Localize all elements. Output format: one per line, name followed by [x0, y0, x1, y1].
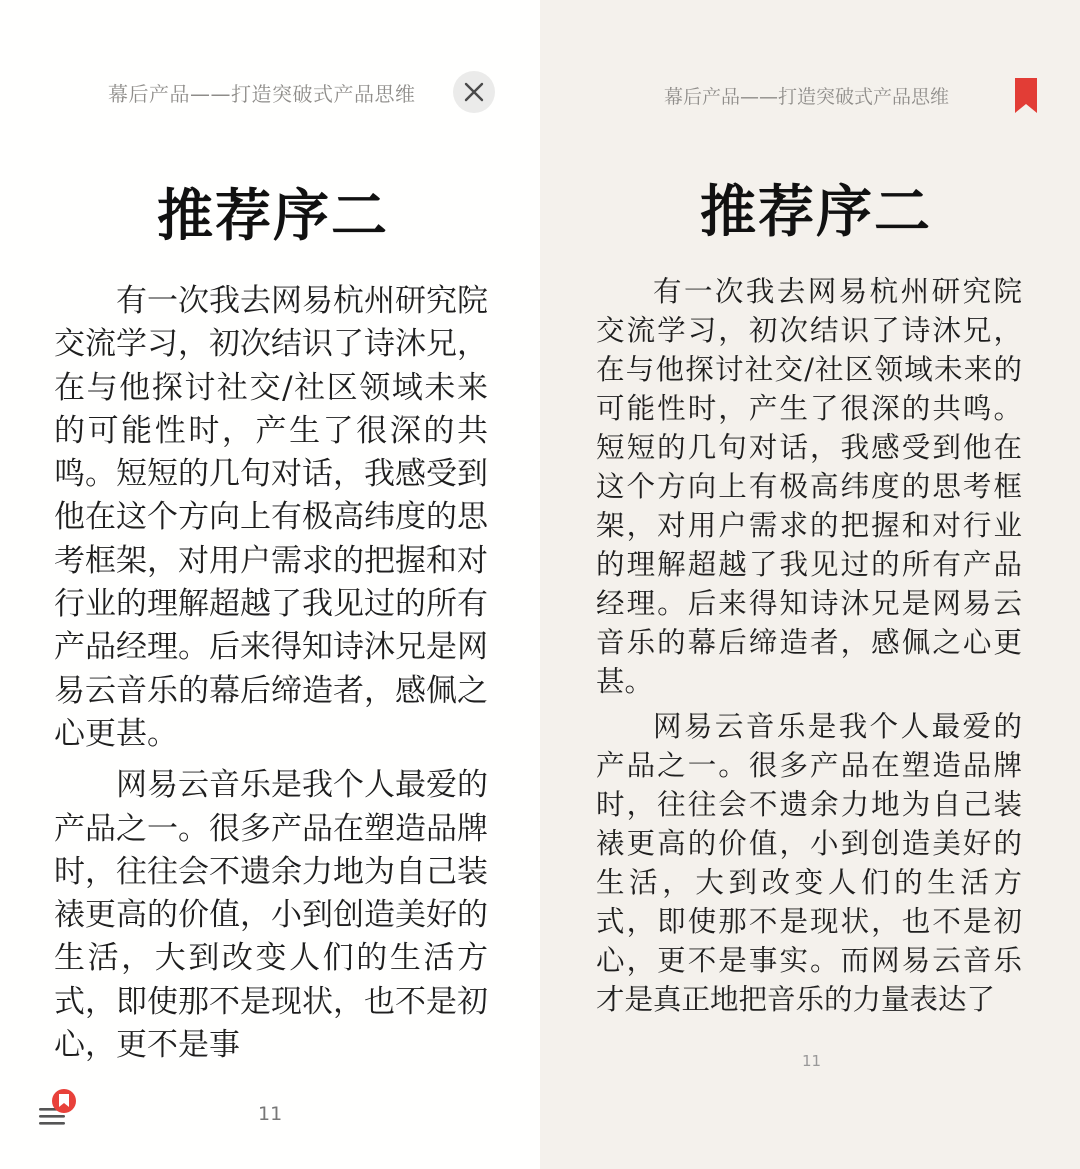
book-title-header: 幕后产品——打造突破式产品思维	[664, 86, 950, 108]
bookmark-icon	[1014, 78, 1038, 114]
page-number: 11	[802, 1052, 822, 1070]
paragraph: 网易云音乐是我个人最爱的产品之一。很多产品在塑造品牌时，往往会不遗余力地为自己装裱更高的价值，小到创造美好的生活，大到改变人们的生活方式，即使那不是现状，也不是初心，更不是事	[54, 767, 488, 1064]
page-number: 11	[258, 1103, 283, 1125]
chapter-body	[54, 280, 488, 1067]
bookmark-icon	[59, 1094, 69, 1107]
chapter-body	[596, 272, 1022, 1019]
reader-page-right[interactable]	[540, 0, 1080, 1169]
paragraph: 有一次我去网易杭州研究院交流学习，初次结识了诗沐兄，在与他探讨社交/社区领域未来的可能性时，产生了很深的共鸣。短短的几句对话，我感受到他在这个方向上有极高纬度的思考框架，对用户需求的把握和对行业的理解超越了我见过的所有产品经理。后来得知诗沐兄是网易云音乐的幕后缔造者，感佩之心更甚。	[54, 283, 488, 752]
bookmark-badge	[52, 1089, 76, 1113]
close-icon	[464, 82, 484, 102]
bookmark-button[interactable]	[1014, 78, 1038, 114]
paragraph: 网易云音乐是我个人最爱的产品之一。很多产品在塑造品牌时，往往会不遗余力地为自己装裱更高的价值，小到创造美好的生活，大到改变人们的生活方式，即使那不是现状，也不是初心，更不是事实。而网易云音乐才是真正地把音乐的力量表达了	[596, 710, 1022, 1016]
chapter-title: 推荐序二	[157, 183, 389, 249]
chapter-title: 推荐序二	[700, 179, 932, 245]
paragraph: 有一次我去网易杭州研究院交流学习，初次结识了诗沐兄，在与他探讨社交/社区领域未来的可能性时，产生了很深的共鸣。短短的几句对话，我感受到他在这个方向上有极高纬度的思考框架，对用户需求的把握和对行业的理解超越了我见过的所有产品经理。后来得知诗沐兄是网易云音乐的幕后缔造者，感佩之心更甚。	[596, 275, 1022, 698]
close-button[interactable]	[453, 71, 495, 113]
book-title-header: 幕后产品——打造突破式产品思维	[108, 82, 416, 106]
